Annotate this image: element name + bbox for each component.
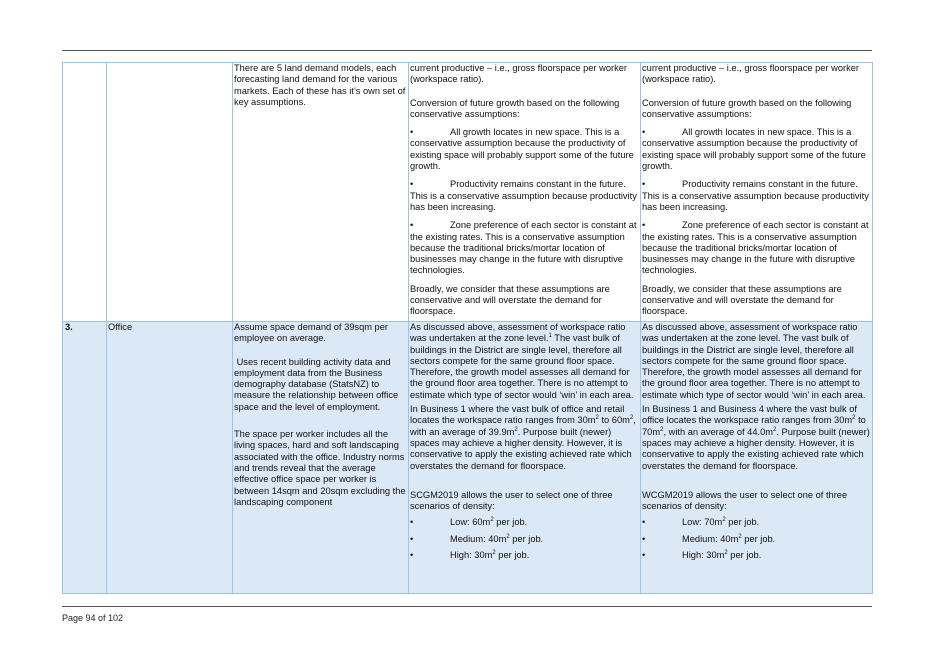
density-item [642,550,871,561]
table-row [63,322,873,594]
text: . Purpose built (newer) spaces may achieve a higher density. However, it is conservative to apply the existing achieved rate which overstates the demand for floorspace. [642,426,870,471]
text: High: 30m [682,550,725,561]
bullet-icon: • [642,127,646,138]
assumptions-text: There are 5 land demand models, each forecasting land demand for the various markets. Each of these has it’s own set of key assumptions. [234,63,406,107]
bullet-item [642,220,871,276]
paragraph: WCGM2019 allows the user to select one of three scenarios of density: [642,489,848,512]
bullet-icon: • [642,550,646,561]
paragraph: The space per worker includes all the living spaces, hard and soft landscaping associated with the office. Industry norms and trends reveal that the average effective office space per worker is between 14sqm and 20sqm excluding the landscaping component [234,429,406,507]
bullet-icon: • [642,179,646,190]
text: The vast bulk of buildings in the District are single level, therefore all sectors compete for the same ground floor space. Therefore, the growth model assesses all demand for the ground floor area together. There is no attempt to estimate which type of sector would ‘win’ in each area. [410,333,634,400]
superscript: 2 [506,533,510,540]
text: Medium: 40m [450,533,507,544]
superscript: 2 [660,426,664,433]
density-item [410,517,639,528]
text: , with an average of 39.9m [410,415,636,437]
text: . Purpose built (newer) spaces may achieve a higher density. However, it is conservative to apply the existing achieved rate which overstates the demand for floorspace. [410,426,632,471]
table-row [63,63,873,322]
bullet-text: Zone preference of each sector is constant at the existing rates. This is a conservative assumption because the traditional bricks/mortar location of businesses may change in the future with disruptive technologies. [642,220,869,276]
footnote-ref[interactable]: 1 [548,333,552,340]
paragraph: SCGM2019 allows the user to select one of three scenarios of density: [410,489,613,512]
bullet-icon: • [642,220,646,231]
wcgm-cell [641,322,873,594]
text: Medium: 40m [682,533,739,544]
text: , with an average of 44.0m [663,426,773,437]
text: As discussed above, assessment of workspace ratio was undertaken at the zone level. [410,322,626,344]
bullet-text: Productivity remains constant in the future. This is a conservative assumption because productivity has been increasing. [410,179,637,212]
bullet-icon: • [410,127,414,138]
superscript: 2 [722,517,726,524]
bullet-item [410,179,639,213]
superscript: 2 [724,550,728,557]
paragraph [642,404,871,472]
density-item [642,517,871,528]
bullet-icon: • [410,179,414,190]
superscript: 2 [514,426,518,433]
text: per job. [741,533,776,544]
paragraph: Uses recent building activity data and employment data from the Business demography database (StatsNZ) to measure the relationship between office space and the level of employment. [234,356,401,412]
paragraph: current productive – i.e., gross floorspace per worker (workspace ratio). [410,63,628,85]
bullet-item [410,220,639,276]
text: to 70m [642,415,866,437]
text: per job. [509,533,544,544]
superscript: 2 [492,550,496,557]
topic-cell [107,322,233,594]
topic-label: Office [108,322,133,332]
scgm-cell [409,322,641,594]
paragraph: current productive – i.e., gross floorspace per worker (workspace ratio). [642,63,860,85]
wcgm-cell [641,63,873,322]
superscript: 2 [629,415,634,422]
page-number: Page 94 of 102 [62,613,124,623]
bullet-item [642,127,871,172]
assumptions-table [62,62,873,594]
text: per job. [725,517,760,528]
paragraph: Assume space demand of 39sqm per employee on average. [234,322,388,344]
bullet-text: All growth locates in new space. This is a conservative assumption because the productivity of existing space will probably support some of the future growth. [410,127,634,172]
assumptions-cell [233,322,409,594]
header-rule [62,50,872,51]
paragraph: Conversion of future growth based on the following conservative assumptions: [642,97,852,119]
paragraph: Broadly, we consider that these assumptions are conservative and will overstate the demand for floorspace. [642,283,842,317]
bullet-item [410,127,639,172]
paragraph: Broadly, we consider that these assumptions are conservative and will overstate the demand for floorspace. [410,283,610,317]
bullet-icon: • [642,533,646,544]
bullet-icon: • [410,550,414,561]
assumptions-cell [233,63,409,322]
paragraph: As discussed above, assessment of workspace ratio was undertaken at the zone level. The vast bulk of buildings in the District are single level, therefore all sectors compete for the same ground floor space. Therefore, the growth model assesses all demand for the ground floor area together. There is no attempt to estimate which type of sector would ‘win’ in each area. [642,322,866,400]
bullet-icon: • [410,533,414,544]
bullet-icon: • [410,220,414,231]
text: to 60m [598,415,630,426]
text: Low: 60m [450,517,491,528]
text: In Business 1 and Business 4 where the vast bulk of office locates the workspace ratio ranges from 30m [642,404,857,426]
superscript: 2 [738,533,742,540]
density-item [642,534,871,545]
row-number-cell [63,322,107,594]
topic-cell [107,63,233,322]
text: per job. [727,550,762,561]
row-number-cell [63,63,107,322]
superscript: 2 [852,415,856,422]
scgm-cell [409,63,641,322]
text: per job. [493,517,528,528]
superscript: 2 [595,415,599,422]
text: In Business 1 where the vast bulk of office and retail locates the workspace ratio ranges from 30m [410,404,625,426]
bullet-icon: • [410,517,414,528]
superscript: 2 [490,517,494,524]
bullet-icon: • [642,517,646,528]
row-number: 3. [65,322,73,332]
footer-rule [62,606,872,607]
text: High: 30m [450,550,493,561]
superscript: 2 [773,426,777,433]
bullet-item [642,179,871,213]
paragraph [410,322,639,401]
bullet-text: Productivity remains constant in the future. This is a conservative assumption because productivity has been increasing. [642,179,869,212]
bullet-text: Zone preference of each sector is constant at the existing rates. This is a conservative assumption because the traditional bricks/mortar location of businesses may change in the future with disruptive technologies. [410,220,637,276]
text: Low: 70m [682,517,723,528]
paragraph [410,404,639,472]
paragraph: Conversion of future growth based on the following conservative assumptions: [410,97,620,119]
density-item [410,534,639,545]
text: per job. [495,550,530,561]
bullet-text: All growth locates in new space. This is a conservative assumption because the productivity of existing space will probably support some of the future growth. [642,127,866,172]
density-item [410,550,639,561]
